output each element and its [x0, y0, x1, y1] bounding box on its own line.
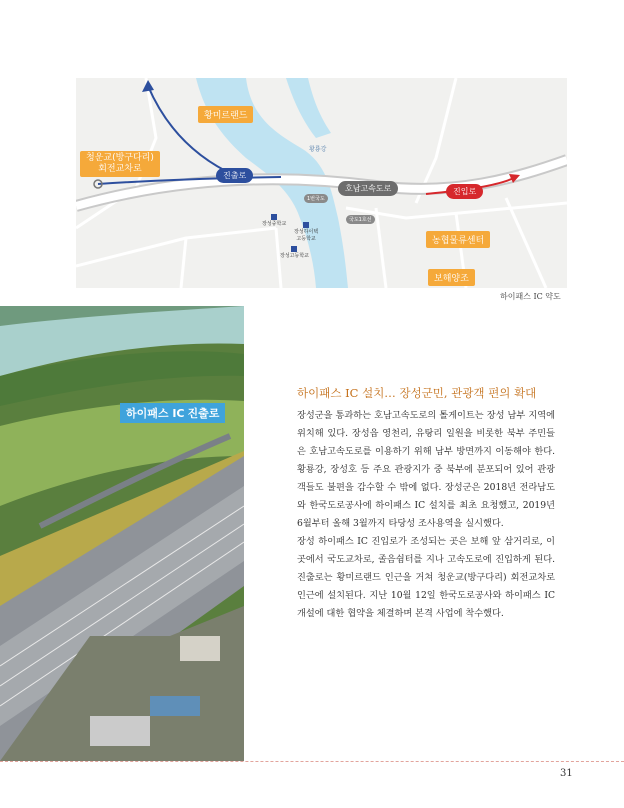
logistics-center-tag: 농협물류센터 [426, 231, 490, 248]
article-title: 하이패스 IC 설치… 장성군민, 관광객 편의 확대 [297, 386, 537, 400]
roundabout-tag: 청운교(방구다리) 회전교차로 [80, 151, 160, 177]
article [297, 385, 555, 623]
map-caption: 하이패스 IC 약도 [500, 292, 561, 301]
expressway-pill: 호남고속도로 [338, 181, 398, 196]
location-map [76, 78, 567, 288]
school-3-label: 장성고등학교 [280, 253, 309, 259]
photo-label-main: 하이패스 IC [126, 407, 185, 420]
river-label: 황룡강 [309, 146, 327, 153]
school-1-label: 장성중학교 [262, 221, 287, 227]
footer-divider [0, 761, 624, 762]
map-graphics [76, 78, 567, 288]
article-paragraph-2: 장성 하이패스 IC 진입로가 조성되는 곳은 보해 앞 삼거리로, 이곳에서 국도교차로, 졸음쉼터를 지나 고속도로에 진입하게 된다. 진출로는 황미르랜드 인근을 거쳐 청운교(방구다리) 회전교차로 인근에 설치된다. 지난 10월 12일 한국도로공사와 하이패스 IC 개설에 대한 협약을 체결하며 본격 사업에 착수했다. [297, 536, 555, 619]
school-icon [303, 222, 309, 228]
school-marker-3 [280, 246, 309, 260]
school-icon [291, 246, 297, 252]
page-number: 31 [560, 768, 573, 779]
entry-road-pill: 진입로 [446, 184, 483, 199]
route-a-label: 1번국도 [304, 194, 328, 203]
school-marker-2 [294, 222, 318, 243]
school-icon [271, 214, 277, 220]
route-b-label: 국도1호선 [346, 215, 375, 224]
exit-road-pill: 진출로 [216, 168, 253, 183]
photo-label-sub: 진출로 [187, 407, 220, 420]
aerial-photo [0, 306, 244, 761]
school-2-label: 장성하이텍 고등학교 [294, 229, 319, 242]
article-paragraph-1: 장성군을 통과하는 호남고속도로의 톨게이트는 장성 남부 지역에 위치해 있다. 장성읍 영천리, 유탕리 일원을 비롯한 북부 주민들은 호남고속도로를 이용하기 위해 남부 방면까지 이동해야 한다. 황룡강, 장성호 등 주요 관광지가 중 북부에 분포되어 있어 관광객들도 불편을 감수할 수 밖에 없다. 장성군은 2018년 전라남도와 한국도로공사에 하이패스 IC 설치를 최초 요청했고, 2019년 6월부터 올해 3월까지 타당성 조사용역을 실시했다. [297, 410, 555, 529]
photo-label [120, 403, 225, 423]
hwangmiland-tag: 황미르랜드 [198, 106, 253, 123]
school-marker-1 [262, 214, 286, 228]
bohae-brewery-tag: 보해양조 [428, 269, 475, 286]
river-branch [286, 78, 331, 138]
aerial-photo-graphics [0, 306, 244, 761]
